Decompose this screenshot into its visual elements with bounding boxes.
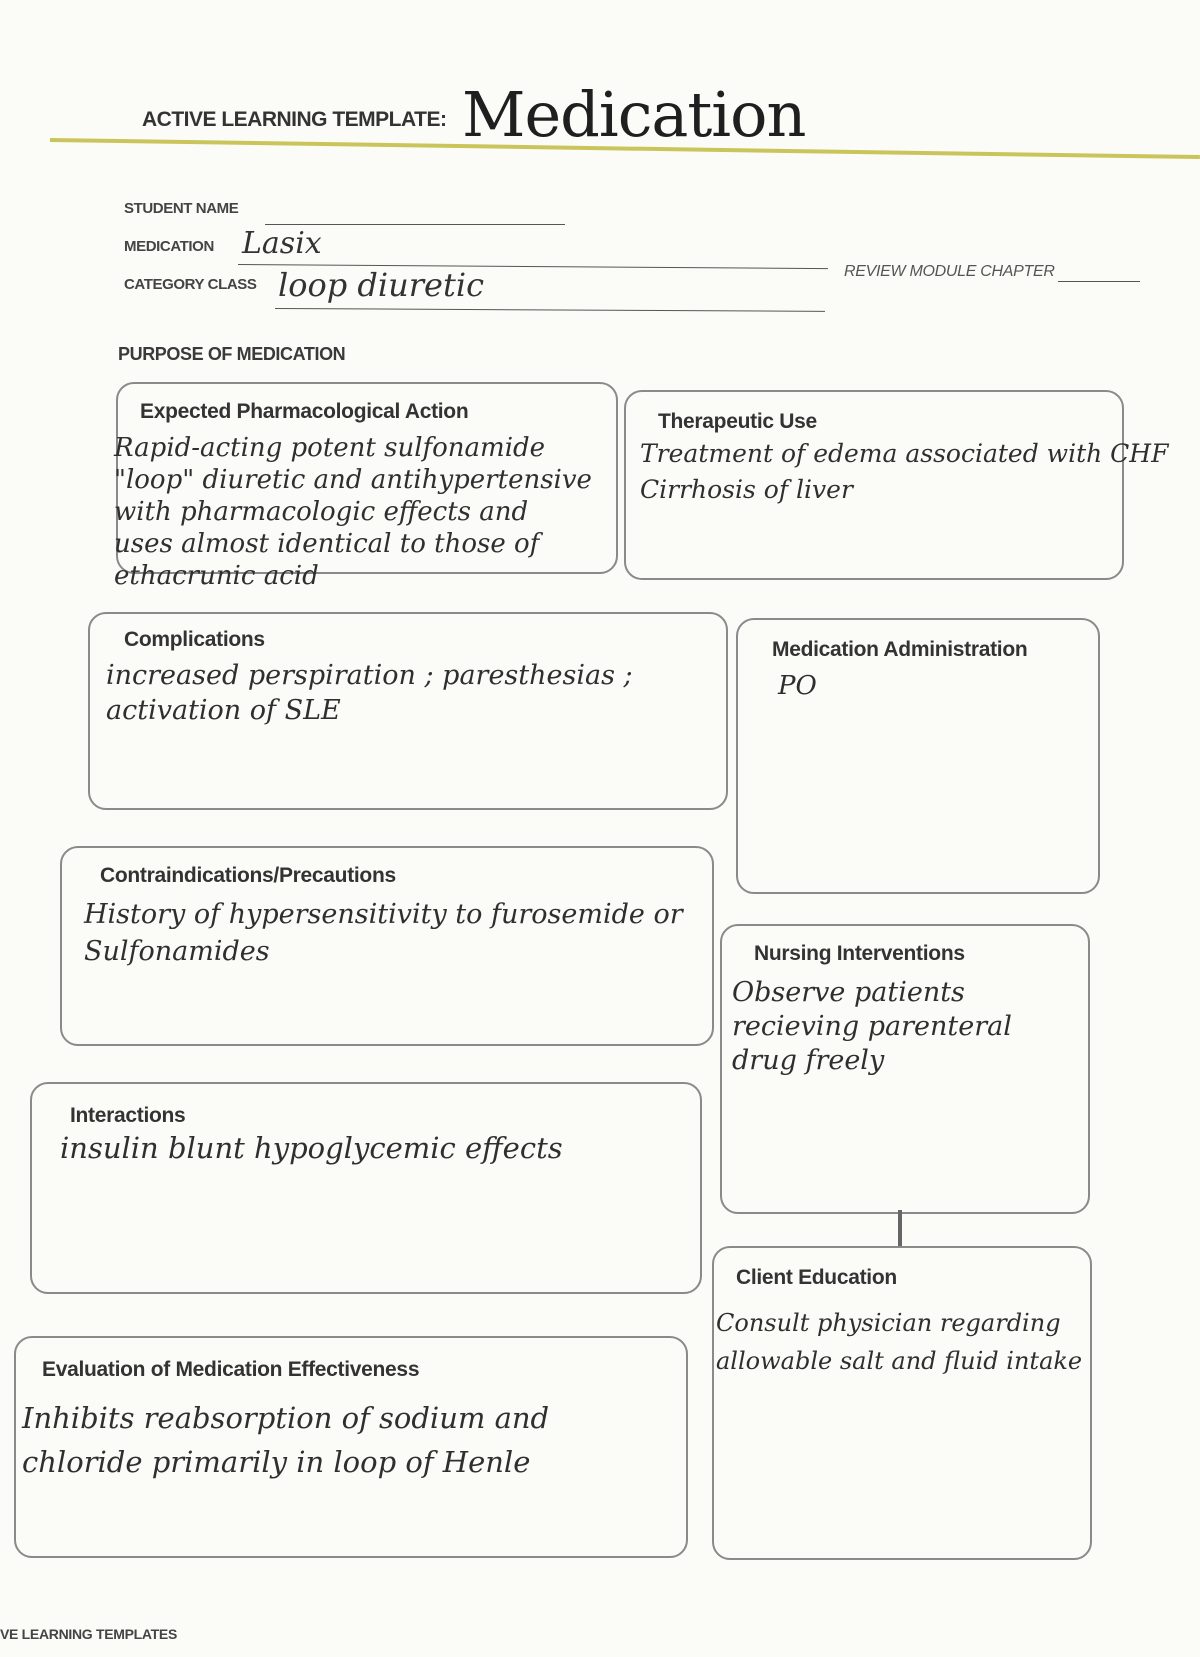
student-name-label: STUDENT NAME <box>124 200 239 217</box>
expected-action-title: Expected Pharmacological Action <box>140 400 469 423</box>
complications-text: increased perspiration ; paresthesias ; activation of SLE <box>106 660 633 726</box>
medication-label: MEDICATION <box>124 238 214 255</box>
client-education-text: Consult physician regarding allowable salt and fluid intake <box>716 1309 1083 1375</box>
administration-title: Medication Administration <box>772 638 1028 661</box>
page-title: Medication <box>462 78 806 151</box>
category-value: loop diuretic <box>278 266 484 304</box>
template-label: ACTIVE LEARNING TEMPLATE: <box>142 108 447 131</box>
category-label: CATEGORY CLASS <box>124 276 257 293</box>
client-education-title: Client Education <box>736 1266 897 1289</box>
category-line <box>275 308 825 312</box>
administration-text: PO <box>778 671 817 701</box>
expected-action-text: Rapid-acting potent sulfonamide "loop" diuretic and antihypertensive with pharmacologic effects and uses almost identical to those of ethacrunic acid <box>114 433 592 591</box>
therapeutic-use-title: Therapeutic Use <box>658 410 817 433</box>
box-connector <box>898 1210 902 1246</box>
medication-value: Lasix <box>242 226 322 261</box>
interactions-title: Interactions <box>70 1104 186 1127</box>
client-education-box <box>712 1246 1092 1560</box>
nursing-interventions-text: Observe patients recieving parenteral drug freely <box>732 977 1012 1076</box>
contraindications-title: Contraindications/Precautions <box>100 864 396 887</box>
contraindications-text: History of hypersensitivity to furosemide or Sulfonamides <box>84 899 683 967</box>
purpose-heading: PURPOSE OF MEDICATION <box>118 344 346 364</box>
student-name-line <box>265 224 565 225</box>
therapeutic-use-text: Treatment of edema associated with CHF Cirrhosis of liver <box>640 439 1169 504</box>
complications-title: Complications <box>124 628 265 651</box>
review-module-line <box>1058 281 1140 282</box>
nursing-interventions-title: Nursing Interventions <box>754 942 965 965</box>
evaluation-title: Evaluation of Medication Effectiveness <box>42 1358 420 1381</box>
footer-label: VE LEARNING TEMPLATES <box>0 1626 178 1642</box>
review-module-label: REVIEW MODULE CHAPTER <box>844 263 1055 280</box>
interactions-text: insulin blunt hypoglycemic effects <box>60 1131 563 1165</box>
evaluation-text: Inhibits reabsorption of sodium and chloride primarily in loop of Henle <box>22 1401 550 1479</box>
